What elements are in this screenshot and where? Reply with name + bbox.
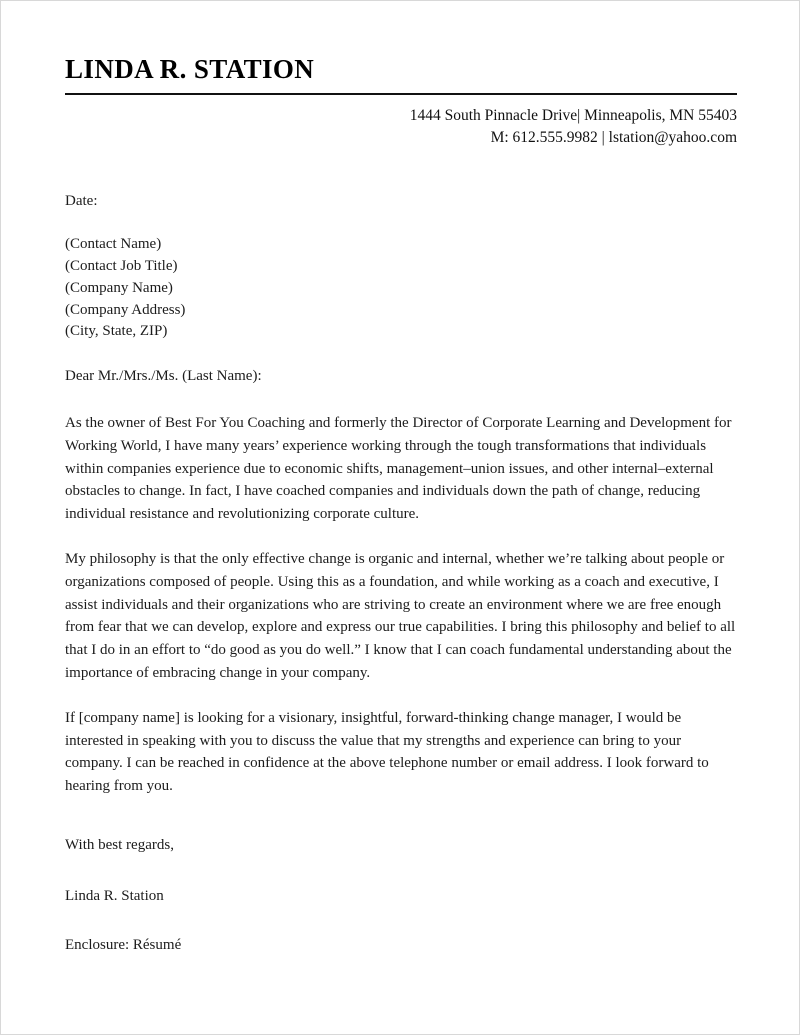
recipient-company-name: (Company Name)	[65, 279, 173, 296]
recipient-address-block	[65, 234, 737, 343]
salutation: Dear Mr./Mrs./Ms. (Last Name):	[65, 368, 262, 385]
letterhead	[65, 55, 737, 150]
body-paragraph-2: My philosophy is that the only effective change is organic and internal, whether we’re talking about people or organizations composed of people. Using this as a foundation, and while working as a coach and executive, I assist individuals and their organizations who are striving to create an environment where we are free enough from fear that we can develop, explore and express our true capabilities. I bring this philosophy and belief to all that I do in an effort to “do good as you do well.” I know that I can coach fundamental understanding about the importance of embracing change in your company.	[65, 550, 736, 681]
body-paragraph-1: As the owner of Best For You Coaching and formerly the Director of Corporate Learning and Development for Working World, I have many years’ experience working through the tough transformations that individuals within companies experience due to economic shifts, management–union issues, and other internal–external obstacles to change. In fact, I have coached companies and individuals down the path of change, reducing individual resistance and revolutionizing corporate culture.	[65, 414, 732, 523]
recipient-city-state-zip: (City, State, ZIP)	[65, 323, 168, 340]
sender-contact-block	[65, 105, 737, 150]
sender-phone-email: M: 612.555.9982 | lstation@yahoo.com	[490, 129, 737, 147]
recipient-company-address: (Company Address)	[65, 301, 186, 318]
recipient-contact-name: (Contact Name)	[65, 236, 162, 253]
body-paragraph-3: If [company name] is looking for a visionary, insightful, forward-thinking change manager, I would be interested in speaking with you to discuss the value that my strengths and experience can bring to your company. I can be reached in confidence at the above telephone number or email address. I look forward to hearing from you.	[65, 709, 709, 795]
letter-content	[65, 55, 737, 956]
header-divider	[65, 93, 737, 95]
letter-body	[65, 190, 737, 957]
sender-address: 1444 South Pinnacle Drive| Minneapolis, MN 55403	[409, 106, 737, 124]
date-label: Date:	[65, 192, 98, 209]
sender-name: LINDA R. STATION	[65, 54, 315, 84]
enclosure-line: Enclosure: Résumé	[65, 936, 182, 953]
signature-name: Linda R. Station	[65, 887, 164, 904]
recipient-job-title: (Contact Job Title)	[65, 258, 178, 275]
closing-line: With best regards,	[65, 836, 174, 853]
